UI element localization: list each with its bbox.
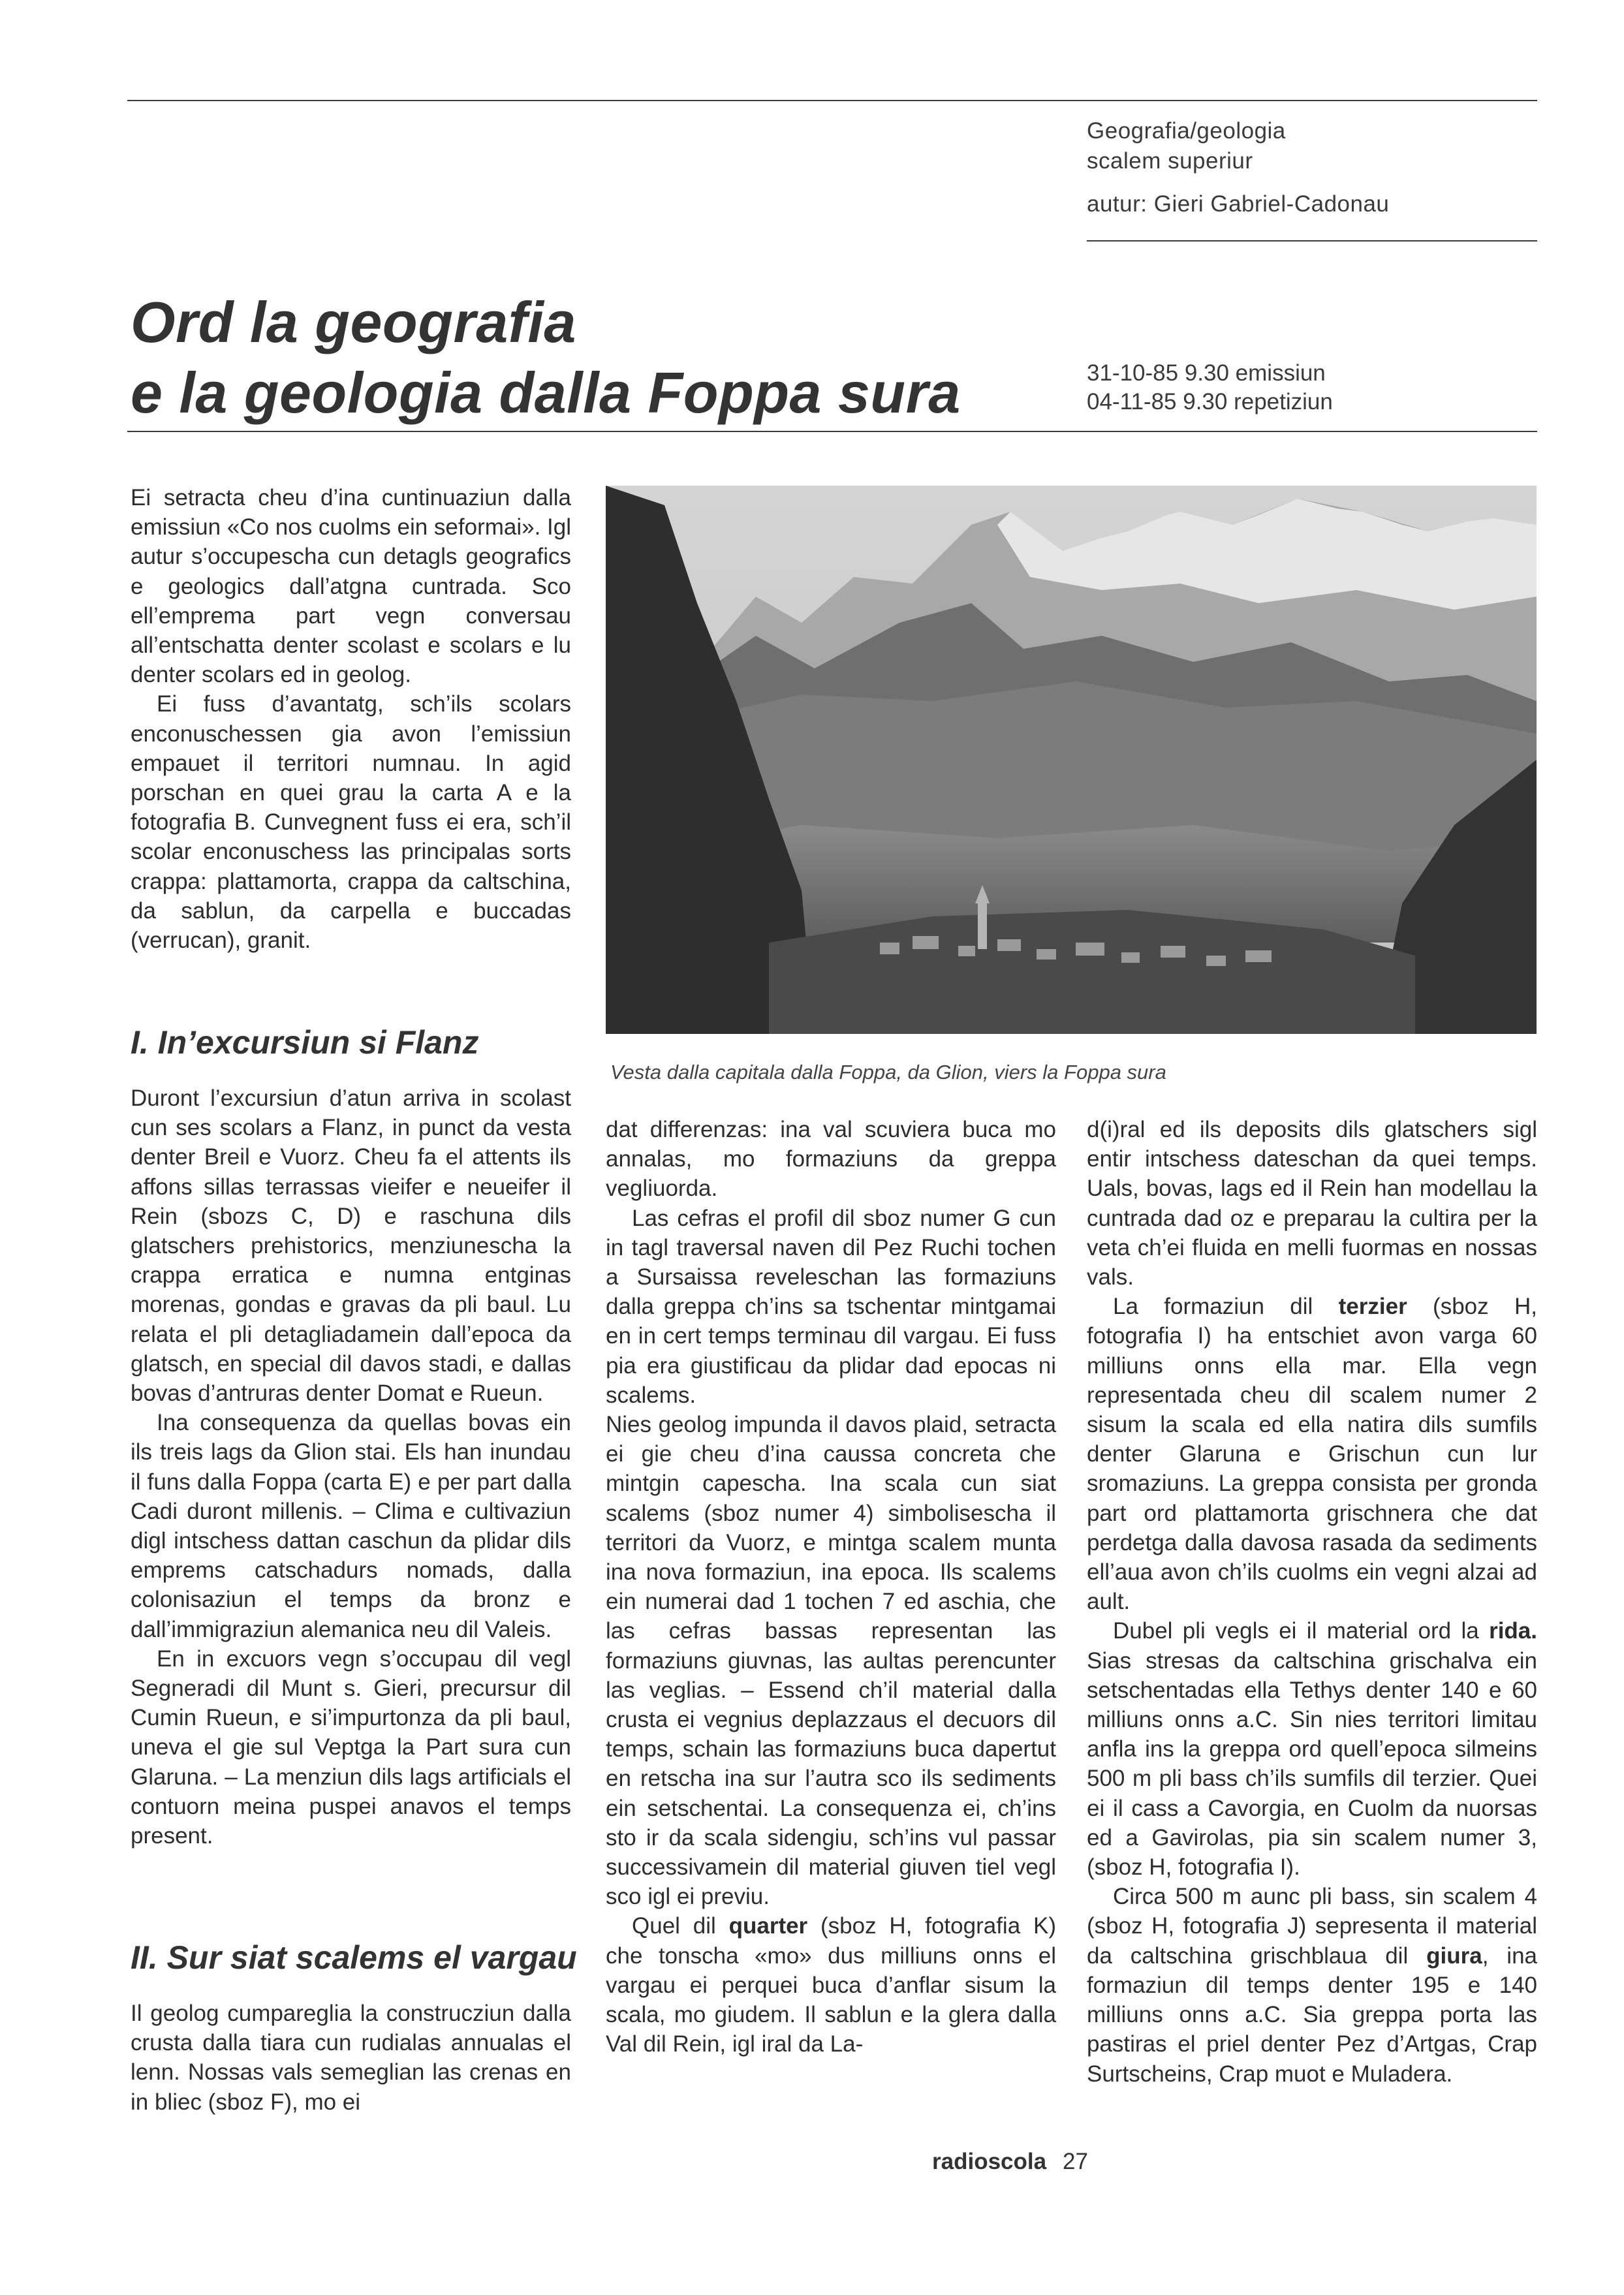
body-paragraph: Las cefras el profil dil sboz numer G cun in tagl traversal naven dil Pez Ruchi tochen a Sursaissa reveleschan las formaziuns dalla greppa ch’ins sa tschentar mintgamai en in cert temps terminau dil vargau. Ei fuss pia era giustificau da plidar dad epocas ni scalems.: [606, 1205, 1056, 1408]
header-rule: [1087, 240, 1537, 242]
body-paragraph: Duront l’excursiun d’atun arriva in scolast cun ses scolars a Flanz, in punct da vesta denter Breil e Vuorz. Cheu fa el attents ils affons sillas terrassas vieifer e neueifer il Rein (sbozs C, D) e raschuna dils glatschers prehistorics, menziunescha la crappa erratica e numna entginas morenas, gondas e gravas da pli baul. Lu relata el pli detagliadamein dall’epoca da glatsch, en special dil davos stadi, e dallas bovas d’antruras denter Domat e Rueun.: [131, 1085, 571, 1407]
body-paragraph: dat differenzas: ina val scuviera buca mo annalas, mo formaziuns da greppa vegliuorda.: [606, 1117, 1056, 1202]
section-1-body: [131, 1084, 571, 1850]
subject-label: Geografia/geologia: [1087, 118, 1286, 144]
section-2-body: [131, 1999, 571, 2117]
body-paragraph: Nies geolog impunda il davos plaid, setracta ei gie cheu d’ina caussa concreta che mintgin capescha. Ina scala cun siat scalems (sboz numer 4) simbolisescha il territori da Vuorz, e mintga scalem munta ina nova formaziun, ina epoca. Ils scalems ein numerai dad 1 tochen 7 ed aschia, che las cefras bassas representan las formaziuns giuvnas, las aultas perencunter las veglias. – Essend ch’il material dalla crusta ei vegnius deplazzaus el decuors dil temps, schain las formaziuns buca dapertut en retscha ina sur l’autra sco ils sediments ein setschentai. La consequenza ei, ch’ins sto ir da scala sidengiu, sch’ins vul passar successivamein dil material giuven tiel vegl sco igl ei previu.: [606, 1412, 1056, 1910]
footer-publication: radioscola: [932, 2149, 1047, 2174]
body-paragraph: Dubel pli vegls ei il material ord la rida. Sias stresas da caltschina grischalva ein setschentadas ella Tethys denter 140 e 60 milliuns onns a.C. Sin nies territori limitau anfla ins la greppa ord quell’epoca silmeins 500 m pli bass ch’ils sumfils dil terzier. Quei ei il cass a Cavorgia, en Cuolm da nuorsas ed a Gavirolas, pia sin scalem numer 3, (sboz H, fotografia I).: [1087, 1618, 1537, 1881]
landscape-photo: [606, 486, 1537, 1034]
bold-term: rida.: [1489, 1618, 1537, 1644]
column-3-body: [1087, 1115, 1537, 2089]
section-1-heading: I. In’excursiun si Flanz: [131, 1024, 479, 1061]
page-number: 27: [1063, 2149, 1088, 2174]
top-rule: [127, 100, 1537, 101]
intro-block: [131, 483, 571, 955]
body-paragraph: Il geolog cumpareglia la construcziun dalla crusta dalla tiara cun rudialas annualas el lenn. Nossas vals semeglian las crenas en in bliec (sboz F), mo ei: [131, 2001, 571, 2115]
title-line-1: Ord la geografia: [131, 290, 576, 354]
page-title: [131, 287, 961, 428]
title-rule: [127, 431, 1537, 432]
body-paragraph: Ina consequenza da quellas bovas ein ils treis lags da Glion stai. Els han inundau il funs dalla Foppa (carta E) e per part dalla Cadi duront millenis. – Clima e cultivaziun digl intschess dattan caschun da plidar dils emprems catschadurs nomads, dalla colonisaziun el temps da bronz e dall’immigraziun alemanica neu dil Valeis.: [131, 1410, 571, 1642]
body-paragraph: Circa 500 m aunc pli bass, sin scalem 4 (sboz H, fotografia J) sepresenta il material da caltschina grischblaua dil giura, ina formaziun dil temps denter 195 e 140 milliuns onns a.C. Sia greppa porta las pastiras el priel denter Pez d’Artgas, Crap Surtscheins, Crap muot e Muladera.: [1087, 1884, 1537, 2087]
schedule-broadcast: 31-10-85 9.30 emissiun: [1087, 360, 1326, 386]
mountain-valley-image: [606, 486, 1537, 1034]
author-label: autur: Gieri Gabriel-Cadonau: [1087, 191, 1390, 217]
column-2-body: [606, 1115, 1056, 2059]
body-paragraph: Quel dil quarter (sboz H, fotografia K) che tonscha «mo» dus milliuns onns el vargau ei perquei buca d’anflar sisum la scala, mo giudem. Il sablun e la glera dalla Val dil Rein, igl iral da La-: [606, 1913, 1056, 2057]
bold-term: terzier: [1338, 1294, 1407, 1320]
schedule-repeat: 04-11-85 9.30 repetiziun: [1087, 389, 1333, 414]
body-paragraph: En in excuors vegn s’occupau dil vegl Segneradi dil Munt s. Gieri, precursur dil Cumin Rueun, e si’impurtonza da pli baul, uneva el gie sul Veptga la Part sura cun Glaruna. – La menziun dils lags artificials el contuorn meina puspei anavos el temps present.: [131, 1646, 571, 1849]
body-paragraph: d(i)ral ed ils deposits dils glatschers sigl entir intschess dateschan da quei temps. Uals, bovas, lags ed il Rein han modellau la cuntrada dad oz e preparau la cultira per la veta ch’ei fluida en melli fuormas en nossas vals.: [1087, 1117, 1537, 1290]
intro-paragraph: Ei setracta cheu d’ina cuntinuaziun dalla emissiun «Co nos cuolms ein seformai». Igl autur s’occupescha cun detagls geografics e geologics dall’atgna cuntrada. Sco ell’emprema part vegn conversau all’entschatta denter scolast e scolars e lu denter scolars ed in geolog.: [131, 485, 572, 688]
level-label: scalem superiur: [1087, 148, 1253, 174]
bold-term: giura: [1426, 1943, 1482, 1969]
title-line-2: e la geologia dalla Foppa sura: [131, 360, 961, 425]
bold-term: quarter: [728, 1913, 808, 1939]
body-paragraph: La formaziun dil terzier (sboz H, fotografia I) ha entschiet avon varga 60 milliuns onns ella mar. Ella vegn representada cheu dil scalem numer 2 sisum la scala ed ella natira dils sumfils denter Glaruna e Grischun cun lur sromaziuns. La greppa consista per gronda part ord plattamorta grischnera che dat perdetga dalla davosa rasada da sediments ell’aua avon ch’ils cuolms ein vegni alzai ad ault.: [1087, 1294, 1537, 1615]
photo-caption: Vesta dalla capitala dalla Foppa, da Glion, viers la Foppa sura: [610, 1061, 1166, 1084]
section-2-heading: II. Sur siat scalems el vargau: [131, 1939, 577, 1976]
intro-paragraph: Ei fuss d’avantatg, sch’ils scolars enconuschessen gia avon l’emissiun empauet il territori numnau. In agid porschan en quei grau la carta A e la fotografia B. Cunvegnent fuss ei era, sch’il scolar enconuschess las principalas sorts crappa: plattamorta, crappa da caltschina, da sablun, da carpella e buccadas (verrucan), granit.: [131, 691, 571, 954]
